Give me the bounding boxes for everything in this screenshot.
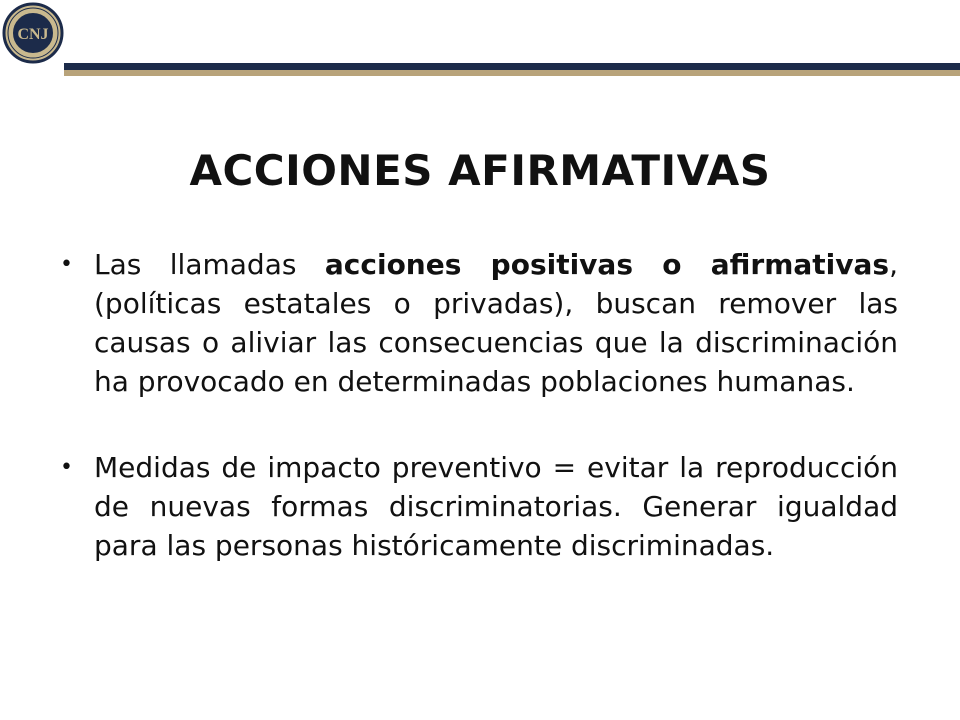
- bullet-text: Medidas de impacto preventivo = evitar la reproducción de nuevas formas discriminatorias. Generar igualdad para las personas históricamente discriminadas.: [94, 451, 898, 562]
- bullet-text: Las llamadas: [94, 248, 325, 281]
- bullet-symbol: •: [60, 455, 73, 480]
- bullet-item: [60, 448, 898, 565]
- bullet-emphasis: acciones positivas o afirmativas: [324, 248, 890, 281]
- header-rule-navy: [64, 63, 960, 70]
- cnj-seal-icon: [2, 2, 64, 64]
- header-rule-gold: [64, 70, 960, 76]
- bullet-item: [60, 245, 898, 401]
- bullet-list: [60, 245, 898, 565]
- bullet-text: , (políticas estatales o privadas), buscan remover las causas o aliviar las consecuencias que la discriminación ha provocado en determinadas poblaciones humanas.: [94, 248, 899, 398]
- slide-title: ACCIONES AFIRMATIVAS: [189, 146, 771, 195]
- logo-monogram: CNJ: [17, 26, 49, 43]
- bullet-symbol: •: [60, 252, 73, 277]
